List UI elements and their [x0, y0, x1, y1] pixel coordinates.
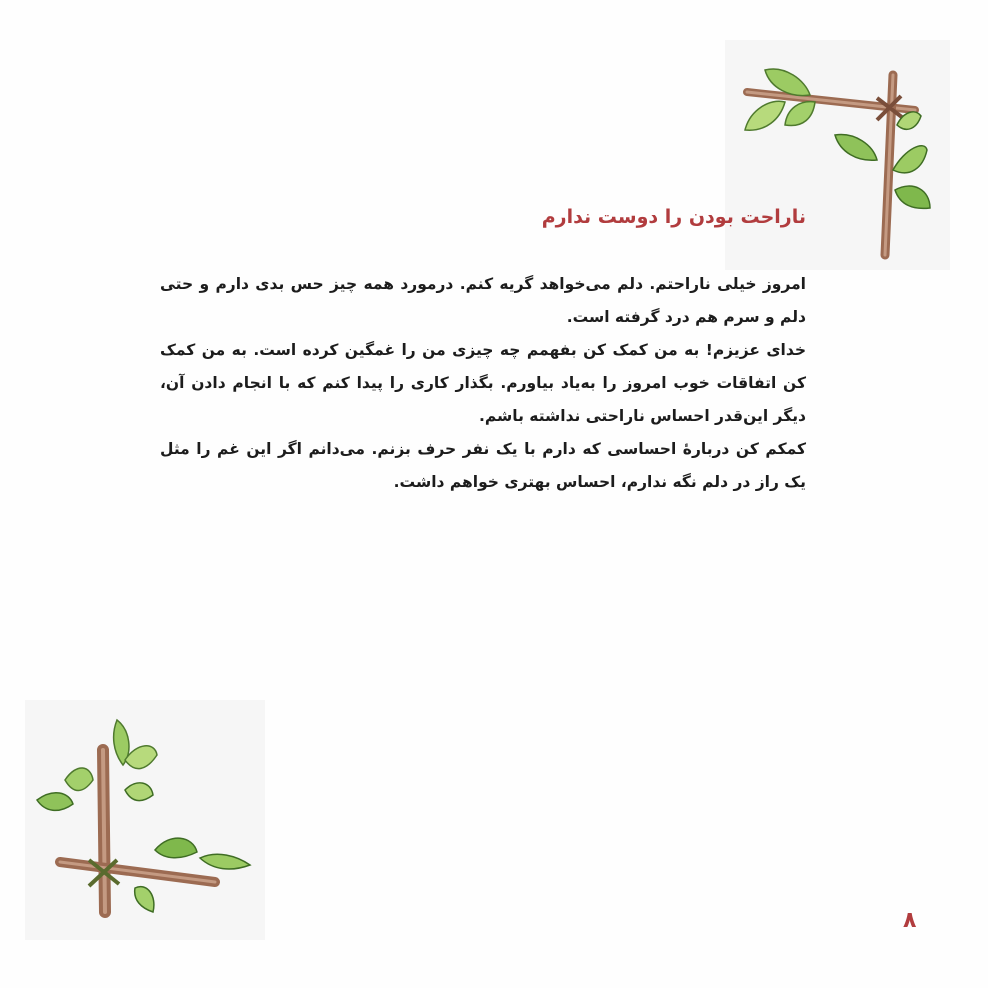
page-title: ناراحت بودن را دوست ندارم — [541, 206, 806, 228]
body-text — [160, 268, 806, 499]
branch-illustration-top — [725, 40, 950, 270]
page-number: ۸ — [903, 908, 917, 933]
paragraph: خدای عزیزم! به من کمک کن بفهمم چه چیزی من را غمگین کرده است. به من کمک کن اتفاقات خوب امروز را به‌یاد بیاورم. بگذار کاری را پیدا کنم که با انجام دادن آن، دیگر این‌قدر احساس ناراحتی نداشته باشم. — [160, 341, 806, 425]
paragraph: امروز خیلی ناراحتم. دلم می‌خواهد گریه کنم. درمورد همه چیز حس بدی دارم و حتی دلم و سرم هم درد گرفته است. — [160, 275, 806, 326]
leafy-branch-icon — [725, 40, 950, 270]
paragraph: کمکم کن دربارهٔ احساسی که دارم با یک نفر حرف بزنم. می‌دانم اگر این غم را مثل یک راز در دلم نگه ندارم، احساس بهتری خواهم داشت. — [160, 440, 806, 491]
branch-illustration-bottom — [25, 700, 265, 940]
leafy-branch-icon — [25, 700, 265, 940]
